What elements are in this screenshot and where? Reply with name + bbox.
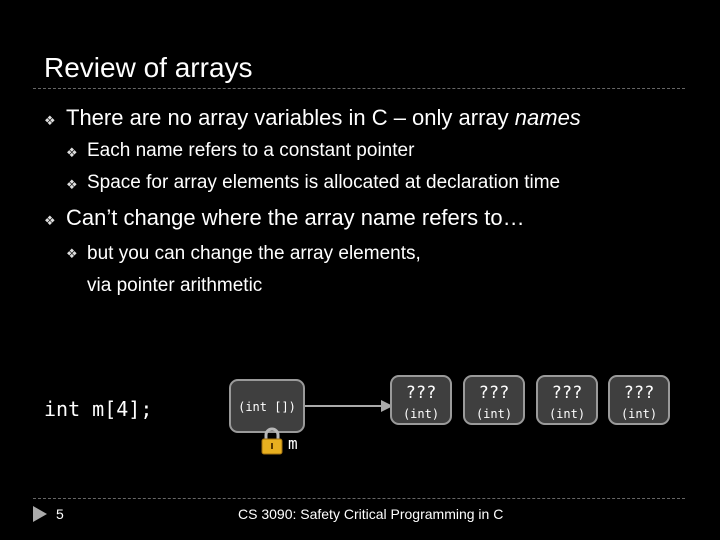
title-divider [33, 88, 685, 89]
sub-bullet-change-elements: but you can change the array elements, via pointer arithmetic [87, 243, 421, 296]
slide-title: Review of arrays [44, 52, 253, 83]
array-cell: ??? (int) [390, 375, 452, 425]
array-cell: ??? (int) [463, 375, 525, 425]
array-declaration: int m[4]; [44, 397, 153, 421]
sub-bullet-constant-pointer: Each name refers to a constant pointer [87, 140, 415, 161]
sub-bullet-space-allocated: Space for array elements is allocated at declaration time [87, 172, 561, 193]
array-cell: ??? (int) [608, 375, 670, 425]
bullet-marker: ❖ [44, 113, 56, 128]
bullet-marker: ❖ [66, 177, 78, 192]
array-cell: ??? (int) [536, 375, 598, 425]
lock-icon [259, 426, 285, 456]
footer-divider [33, 498, 685, 499]
bullet-no-array-variables: There are no array variables in C – only array names [66, 105, 581, 130]
bullet-marker: ❖ [66, 145, 78, 160]
pointer-type-label: (int []) [238, 400, 296, 414]
slide-marker-icon [33, 506, 47, 522]
bullet-marker: ❖ [44, 213, 56, 228]
pointer-name: m [288, 434, 298, 453]
bullet-cant-change: Can’t change where the array name refers to… [66, 205, 525, 230]
footer-course: CS 3090: Safety Critical Programming in C [238, 506, 504, 522]
pointer-arrow [305, 396, 393, 416]
page-number: 5 [56, 506, 64, 522]
pointer-box [229, 379, 305, 433]
bullet-marker: ❖ [66, 246, 78, 261]
